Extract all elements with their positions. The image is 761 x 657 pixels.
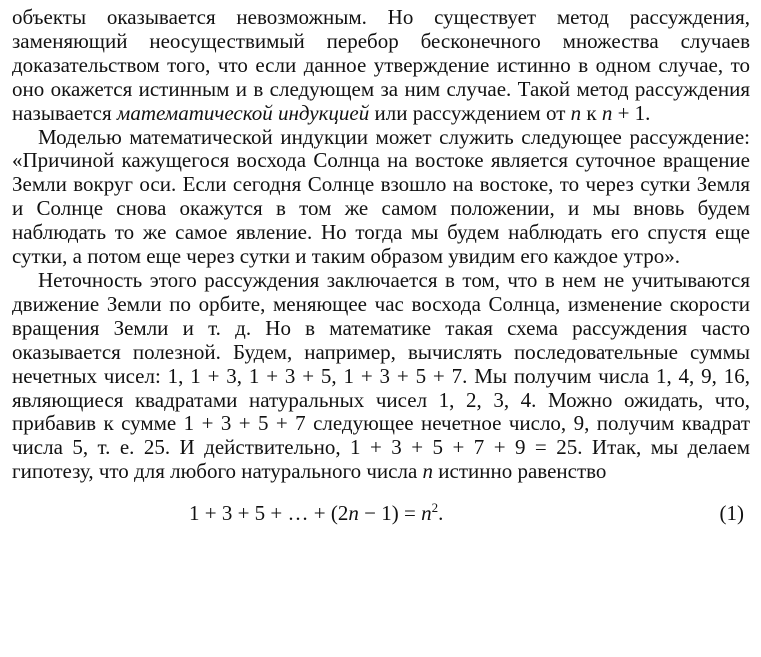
document-page [12, 6, 750, 538]
paragraph-3-text-end: истинно равенство [433, 459, 607, 484]
paragraph-1-text-k: к [581, 100, 602, 125]
paragraph-2 [12, 126, 750, 269]
paragraph-3-text: Неточность этого рассуждения заключается в том, что в нем не учитываются движение Земли по орбите, меняющее час восхода Солнца, изменение скорости вращения Земли и т. д. Но в математике такая схема рассуждения часто оказывается полезной. Будем, например, вычислять последовательные суммы нечетных чисел: 1, 1 + 3, 1 + 3 + 5, 1 + 3 + 5 + 7. Мы получим числа 1, 4, 9, 16, являющиеся квадратами натуральных чисел 1, 2, 3, 4. Можно ожидать, что, прибавив к сумме 1 + 3 + 5 + 7 следующее нечетное число, 9, получим квадрат числа 5, т. е. 25. И действительно, 1 + 3 + 5 + 7 + 9 = 25. Итак, мы делаем гипотезу, что для любого натурального числа [12, 267, 750, 484]
paragraph-1-text-continued: или рассуждением от [369, 100, 571, 125]
paragraph-1 [12, 6, 750, 126]
formula-row [12, 498, 750, 538]
formula-sum-odd-numbers [189, 502, 443, 526]
formula-variable-n: n [348, 501, 359, 526]
formula-left: 1 + 3 + 5 + … + (2 [189, 501, 349, 526]
formula-variable-n: n [421, 501, 432, 526]
equation-number: (1) [719, 501, 744, 526]
formula-exponent: 2 [431, 500, 439, 516]
variable-n: n [422, 459, 434, 484]
formula-end: . [438, 501, 444, 526]
variable-n: n [570, 100, 582, 125]
paragraph-1-text: объекты оказывается невозможным. Но существует метод рассуждения, заменяющий неосуществимый перебор бесконечного множества случаев доказательством того, что если данное утверждение истинно в одном случае, то оно окажется истинным и в следующем за ним случае. Такой метод рассуждения называется [12, 5, 750, 125]
paragraph-1-text-end: + 1. [612, 100, 651, 125]
variable-n: n [601, 100, 613, 125]
paragraph-3 [12, 269, 750, 484]
paragraph-2-text: Моделью математической индукции может служить следующее рассуждение: «Причиной кажущегося восхода Солнца на востоке является суточное вращение Земли вокруг оси. Если сегодня Солнце взошло на востоке, то через сутки Земля и Солнце снова окажутся в том же самом положении, и мы вновь будем наблюдать то же самое явление. Но тогда мы будем наблюдать его спустя еще сутки, а потом еще через сутки и таким образом увидим его каждое утро». [12, 124, 750, 269]
term-mathematical-induction: математической индукцией [116, 100, 370, 125]
formula-middle: − 1) = [358, 501, 422, 526]
